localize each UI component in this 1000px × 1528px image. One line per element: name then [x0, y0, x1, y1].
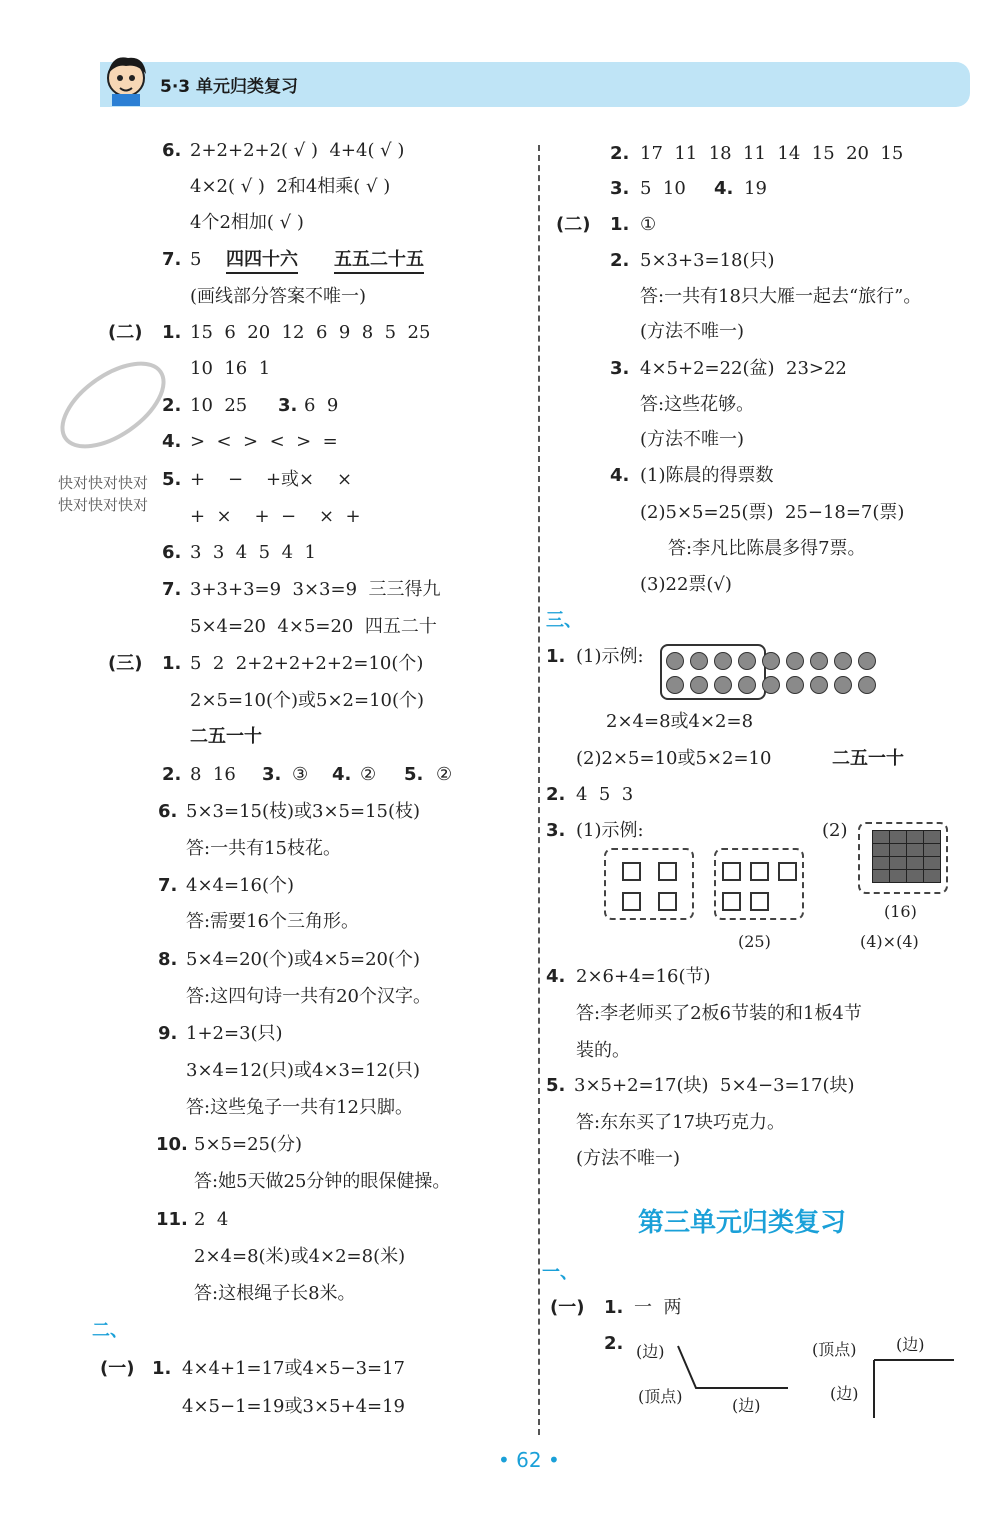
r-s2-q3-line1: 4×5+2=22(盆) 23>22	[640, 358, 847, 379]
dot	[834, 652, 852, 670]
part3-q4-line1: 2×6+4=16(节)	[576, 966, 711, 987]
s2-q5-number: 5.	[162, 469, 182, 490]
grid-square	[906, 856, 924, 870]
part2-q1-number: 1.	[152, 1358, 172, 1379]
grid-square	[906, 843, 924, 857]
part3-q5-line2: 答:东东买了17块巧克力。	[576, 1112, 785, 1133]
r-s2-q3-number: 3.	[610, 358, 630, 379]
dot	[714, 652, 732, 670]
dot	[858, 676, 876, 694]
part3-q1-line2: 2×4=8或4×2=8	[606, 711, 754, 732]
page-number: • 62 •	[498, 1448, 560, 1472]
dot	[738, 652, 756, 670]
s3-q10-line1: 5×5=25(分)	[194, 1134, 303, 1155]
part3-q4-number: 4.	[546, 966, 566, 987]
s2-q1-line1: 15 6 20 12 6 9 8 5 25	[190, 322, 431, 343]
square	[658, 862, 677, 881]
r-s2-q2-line1: 5×3+3=18(只)	[640, 250, 775, 271]
s3-q11-line3: 答:这根绳子长8米。	[194, 1283, 356, 1304]
s3-q8-line1: 5×4=20(个)或4×5=20(个)	[186, 949, 421, 970]
square	[778, 862, 797, 881]
s2-q7-number: 7.	[162, 579, 182, 600]
part3-q5-number: 5.	[546, 1075, 566, 1096]
s2-q2-answer: 10 25	[190, 395, 248, 416]
s2-q5-line1: + − +或× ×	[190, 469, 353, 490]
s2-q7-line2: 5×4=20 4×5=20 四五二十	[190, 616, 437, 637]
part2-sub-label: (一)	[100, 1358, 135, 1379]
part3-q4-line3: 装的。	[576, 1040, 630, 1061]
s3-q9-line3: 答:这些兔子一共有12只脚。	[186, 1097, 413, 1118]
r-s2-q3-line3: (方法不唯一)	[640, 429, 745, 450]
dot	[834, 676, 852, 694]
s3-q7-number: 7.	[158, 875, 178, 896]
part3-label: 三、	[546, 610, 582, 631]
unit3-title: 第三单元归类复习	[638, 1208, 847, 1238]
part3-q1-number: 1.	[546, 646, 566, 667]
s3-q4-answer: ②	[360, 764, 377, 785]
grid-square	[923, 830, 941, 844]
r-s2-q1-answer: ①	[640, 214, 657, 235]
q6-line1: 2+2+2+2( √ ) 4+4( √ )	[190, 140, 405, 161]
unit3-part1-label: 一、	[542, 1262, 578, 1283]
s3-q3-answer: ③	[292, 764, 309, 785]
s2-q4-answer: > < > < > =	[190, 431, 338, 452]
s2-q6-answer: 3 3 4 5 4 1	[190, 542, 316, 563]
r-q2-answer: 17 11 18 11 14 15 20 15	[640, 143, 904, 164]
unit3-sub-label: (一)	[550, 1297, 585, 1318]
s2-q2-number: 2.	[162, 395, 182, 416]
r-q4-number: 4.	[714, 178, 734, 199]
grid-square	[872, 856, 890, 870]
square	[722, 862, 741, 881]
s3-q8-number: 8.	[158, 949, 178, 970]
s3-q8-line2: 答:这四句诗一共有20个汉字。	[186, 986, 431, 1007]
square	[622, 892, 641, 911]
part3-q3-number: 3.	[546, 820, 566, 841]
s3-q11-line1: 2 4	[194, 1209, 229, 1230]
s3-q9-number: 9.	[158, 1023, 178, 1044]
q6-line2: 4×2( √ ) 2和4相乘( √ )	[190, 176, 391, 197]
angle2-edge-label-top: (边)	[896, 1335, 925, 1354]
dot	[810, 652, 828, 670]
grid-square	[889, 869, 907, 883]
header-title: 5·3 单元归类复习	[160, 77, 299, 97]
part3-q2-answer: 4 5 3	[576, 784, 634, 805]
grid-square	[923, 869, 941, 883]
grid-square	[889, 830, 907, 844]
part3-q5-line3: (方法不唯一)	[576, 1148, 681, 1169]
r-s2-q4-line1: (1)陈晨的得票数	[640, 465, 774, 486]
grid-square	[872, 869, 890, 883]
part3-q1-line3b: 二五一十	[832, 748, 904, 769]
side-note	[58, 472, 148, 516]
r-s2-q2-line2: 答:一共有18只大雁一起去“旅行”。	[640, 286, 922, 307]
part3-q4-line2: 答:李老师买了2板6节装的和1板4节	[576, 1003, 862, 1024]
part3-q3-sub2: (2)	[822, 820, 848, 841]
dot	[786, 652, 804, 670]
s3-q7-line1: 4×4=16(个)	[186, 875, 295, 896]
q7-number: 7.	[162, 249, 182, 270]
grid-square	[872, 843, 890, 857]
dot	[714, 676, 732, 694]
r-s2-q2-number: 2.	[610, 250, 630, 271]
s3-q6-number: 6.	[158, 801, 178, 822]
grid-square	[906, 830, 924, 844]
part3-q1-line3: (2)2×5=10或5×2=10	[576, 748, 772, 769]
r-s2-q4-line3: 答:李凡比陈晨多得7票。	[668, 538, 866, 559]
s2-q7-line1: 3+3+3=9 3×3=9 三三得九	[190, 579, 441, 600]
unit3-q2-number: 2.	[604, 1333, 624, 1354]
s3-q1-number: 1.	[162, 653, 182, 674]
mascot-icon	[98, 50, 158, 108]
side-note-line1: 快对快对快对	[58, 474, 149, 492]
q7-c: 五五二十五	[334, 249, 424, 274]
unit3-q1-number: 1.	[604, 1297, 624, 1318]
grid-square	[889, 843, 907, 857]
part2-q1-line2: 4×5−1=19或3×5+4=19	[182, 1396, 406, 1417]
part3-q3-caption2: (16)	[884, 902, 917, 921]
s2-q5-line2: + × + − × +	[190, 506, 361, 527]
angle2-edge-label-left: (边)	[830, 1384, 859, 1403]
r-s2-q1-number: 1.	[610, 214, 630, 235]
dot	[690, 652, 708, 670]
s3-q10-number: 10.	[156, 1134, 188, 1155]
dot	[810, 676, 828, 694]
s2-q4-number: 4.	[162, 431, 182, 452]
column-divider	[538, 145, 540, 1435]
part2-q1-line1: 4×4+1=17或4×5−3=17	[182, 1358, 406, 1379]
grid-square	[889, 856, 907, 870]
s2-q3-answer: 6 9	[304, 395, 339, 416]
dot	[762, 676, 780, 694]
r-s2-q4-line4: (3)22票(√)	[640, 574, 732, 595]
watermark-stamp-icon	[48, 340, 178, 470]
s3-q1-line1: 5 2 2+2+2+2+2=10(个)	[190, 653, 424, 674]
dot	[666, 676, 684, 694]
s2-q3-number: 3.	[278, 395, 298, 416]
s3-q3-number: 3.	[262, 764, 282, 785]
r-s2-q2-line3: (方法不唯一)	[640, 321, 745, 342]
s3-q1-line2: 2×5=10(个)或5×2=10(个)	[190, 690, 425, 711]
square	[658, 892, 677, 911]
unit3-q1-answer: 一 两	[634, 1297, 682, 1318]
square	[750, 862, 769, 881]
q6-number: 6.	[162, 140, 182, 161]
s3-q6-line1: 5×3=15(枝)或3×5=15(枝)	[186, 801, 421, 822]
s2-q6-number: 6.	[162, 542, 182, 563]
side-note-line2: 快对快对快对	[58, 496, 149, 514]
section3-label: (三)	[108, 653, 143, 674]
grid-square	[872, 830, 890, 844]
s3-q9-line2: 3×4=12(只)或4×3=12(只)	[186, 1060, 421, 1081]
part3-q1-example-label: (1)示例:	[576, 646, 644, 667]
s3-q11-number: 11.	[156, 1209, 188, 1230]
s3-q4-number: 4.	[332, 764, 352, 785]
r-q3-answer: 5 10	[640, 178, 686, 199]
dot	[786, 676, 804, 694]
r-section2-label: (二)	[556, 214, 591, 235]
square	[750, 892, 769, 911]
dot	[858, 652, 876, 670]
s3-q6-line2: 答:一共有15枝花。	[186, 838, 341, 859]
square	[622, 862, 641, 881]
dot	[762, 652, 780, 670]
angle2-vertex-label: (顶点)	[812, 1340, 857, 1359]
q7-note: (画线部分答案不唯一)	[190, 286, 367, 307]
dot	[666, 652, 684, 670]
grid-square	[906, 869, 924, 883]
s3-q2-answer: 8 16	[190, 764, 236, 785]
s3-q11-line2: 2×4=8(米)或4×2=8(米)	[194, 1246, 406, 1267]
s2-q1-number: 1.	[162, 322, 182, 343]
angle1-edge-label-bottom: (边)	[732, 1396, 761, 1415]
r-q4-answer: 19	[744, 178, 767, 199]
s3-q1-line3: 二五一十	[190, 726, 262, 747]
part3-q2-number: 2.	[546, 784, 566, 805]
r-s2-q4-number: 4.	[610, 465, 630, 486]
q7-a: 5	[190, 249, 202, 270]
s2-q1-line2: 10 16 1	[190, 358, 271, 379]
r-q3-number: 3.	[610, 178, 630, 199]
r-s2-q3-line2: 答:这些花够。	[640, 394, 755, 415]
s3-q5-number: 5.	[404, 764, 424, 785]
q6-line3: 4个2相加( √ )	[190, 212, 304, 233]
s3-q10-line2: 答:她5天做25分钟的眼保健操。	[194, 1171, 451, 1192]
part3-q3-example-label: (1)示例:	[576, 820, 644, 841]
r-s2-q4-line2: (2)5×5=25(票) 25−18=7(票)	[640, 502, 905, 523]
part3-q5-line1: 3×5+2=17(块) 5×4−3=17(块)	[574, 1075, 855, 1096]
square	[722, 892, 741, 911]
angle1-edge-label-top: (边)	[636, 1342, 665, 1361]
dot	[738, 676, 756, 694]
dot	[690, 676, 708, 694]
r-q2-number: 2.	[610, 143, 630, 164]
s3-q2-number: 2.	[162, 764, 182, 785]
square-group-1	[604, 848, 694, 920]
q7-b: 四四十六	[226, 249, 298, 274]
part3-q3-caption1: (25)	[738, 932, 771, 951]
s3-q5-answer: ②	[436, 764, 453, 785]
angle1-vertex-label: (顶点)	[638, 1387, 683, 1406]
s3-q9-line1: 1+2=3(只)	[186, 1023, 283, 1044]
s3-q7-line2: 答:需要16个三角形。	[186, 911, 359, 932]
grid-square	[923, 856, 941, 870]
part3-q3-caption3: (4)×(4)	[860, 932, 919, 951]
part2-label: 二、	[92, 1320, 128, 1341]
section2-label: (二)	[108, 322, 143, 343]
grid-square	[923, 843, 941, 857]
